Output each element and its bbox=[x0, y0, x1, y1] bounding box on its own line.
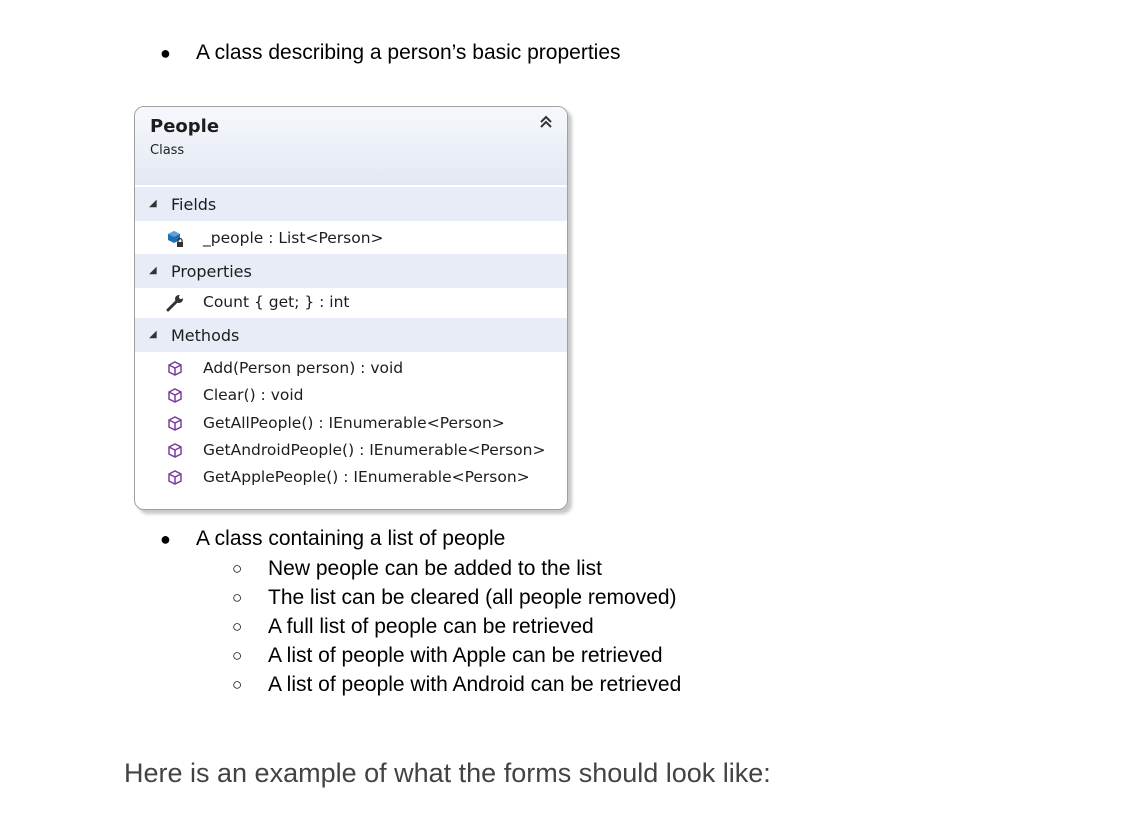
method-label: GetAllPeople() : IEnumerable<Person> bbox=[203, 414, 505, 432]
section-heading: Here is an example of what the forms should look like: bbox=[124, 758, 771, 788]
sub-bullet-text: A list of people with Apple can be retrieved bbox=[268, 644, 663, 667]
sub-bullet-mark: ○ bbox=[232, 617, 243, 636]
method-item[interactable] bbox=[135, 354, 567, 382]
method-item[interactable] bbox=[135, 409, 567, 437]
class-name: People bbox=[150, 116, 220, 137]
wrench-icon bbox=[165, 293, 185, 313]
property-label: Count { get; } : int bbox=[203, 293, 350, 311]
method-cube-icon bbox=[165, 468, 185, 488]
field-label: _people : List<Person> bbox=[203, 229, 384, 247]
property-item[interactable] bbox=[135, 288, 567, 316]
section-methods[interactable] bbox=[135, 318, 567, 352]
method-cube-icon bbox=[165, 414, 185, 434]
method-cube-icon bbox=[165, 441, 185, 461]
bullet-mark: ● bbox=[160, 43, 171, 63]
section-properties[interactable] bbox=[135, 254, 567, 288]
sub-bullet-mark: ○ bbox=[232, 559, 243, 578]
bullet-text: A class describing a person’s basic properties bbox=[196, 41, 621, 64]
expand-triangle-icon[interactable]: ◢ bbox=[149, 265, 157, 276]
expand-triangle-icon[interactable]: ◢ bbox=[149, 198, 157, 209]
section-fields[interactable] bbox=[135, 187, 567, 221]
method-label: Clear() : void bbox=[203, 386, 304, 404]
sub-bullet-text: A full list of people can be retrieved bbox=[268, 615, 594, 638]
sub-bullet-mark: ○ bbox=[232, 588, 243, 607]
method-cube-icon bbox=[165, 359, 185, 379]
method-label: GetAndroidPeople() : IEnumerable<Person> bbox=[203, 441, 546, 459]
sub-bullet-text: A list of people with Android can be retrieved bbox=[268, 673, 682, 696]
sub-bullet-mark: ○ bbox=[232, 646, 243, 665]
class-diagram-card bbox=[134, 106, 568, 510]
method-label: GetApplePeople() : IEnumerable<Person> bbox=[203, 468, 530, 486]
method-item[interactable] bbox=[135, 381, 567, 409]
bullet-mark: ● bbox=[160, 529, 171, 549]
section-label: Methods bbox=[171, 326, 240, 345]
sub-bullet-text: The list can be cleared (all people removed) bbox=[268, 586, 677, 609]
expand-triangle-icon[interactable]: ◢ bbox=[149, 329, 157, 340]
double-chevron-up-icon[interactable] bbox=[537, 113, 555, 131]
private-field-icon bbox=[165, 229, 185, 249]
method-label: Add(Person person) : void bbox=[203, 359, 404, 377]
class-kind: Class bbox=[150, 143, 185, 158]
method-cube-icon bbox=[165, 386, 185, 406]
sub-bullet-text: New people can be added to the list bbox=[268, 557, 602, 580]
sub-bullet-mark: ○ bbox=[232, 675, 243, 694]
field-item[interactable] bbox=[135, 224, 567, 252]
class-header bbox=[135, 107, 567, 185]
section-label: Fields bbox=[171, 195, 217, 214]
method-item[interactable] bbox=[135, 436, 567, 464]
section-label: Properties bbox=[171, 262, 252, 281]
bullet-text: A class containing a list of people bbox=[196, 527, 506, 550]
method-item[interactable] bbox=[135, 463, 567, 491]
